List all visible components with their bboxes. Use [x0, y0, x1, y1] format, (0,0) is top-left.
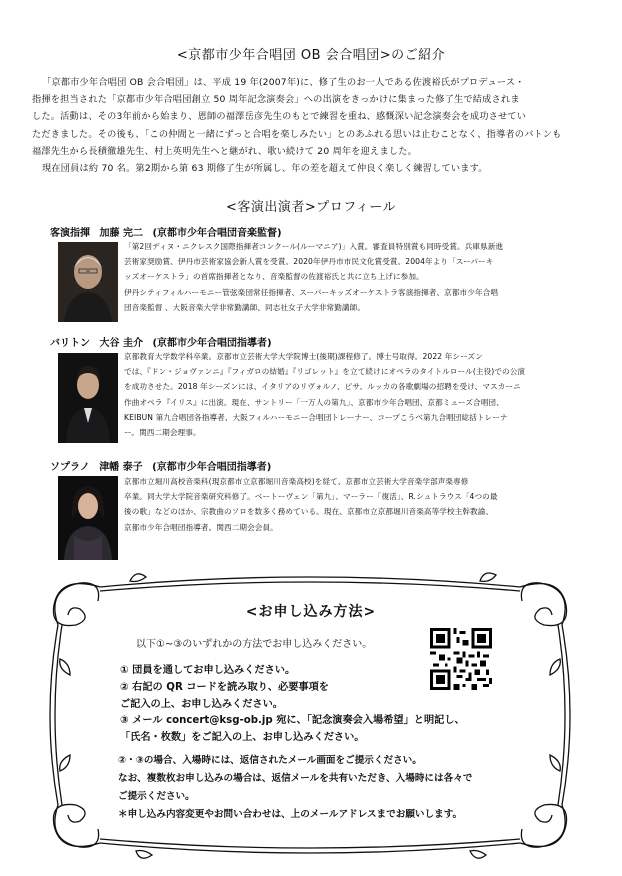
soprano-bio	[124, 474, 594, 535]
profile-name: 大谷 圭介	[99, 338, 143, 349]
profile-role: 客演指揮	[50, 228, 90, 239]
apply-steps	[120, 663, 520, 747]
apply-note: ご提示ください。	[118, 791, 195, 802]
bio-line: 京都市少年合唱団指導者。関西二期会会員。	[124, 522, 278, 532]
bio-line: ー。関西二期会理事。	[124, 428, 201, 438]
bio-line: 団音楽監督 、大阪音楽大学非常勤講師、同志社女子大学非常勤講師。	[124, 302, 366, 312]
apply-note: ②・③の場合、入場時には、返信されたメール画面をご提示ください。	[118, 755, 422, 766]
profile-affiliation: (京都市少年合唱団指導者)	[152, 462, 272, 473]
bio-line: ッズオーケストラ」の首席指揮者となり、音楽監督の佐渡裕氏と共に立ち上げに参加。	[124, 272, 424, 282]
profile-name: 津幡 泰子	[99, 462, 143, 473]
bio-line: 作曲オペラ『イリス』に出演。現在、サントリー「一万人の第九」、京都市少年合唱団、京都ミューズ合唱団、	[124, 397, 504, 407]
profile-role: ソプラノ	[50, 462, 90, 473]
bio-line: 「第2回ディヌ・ニクレスク国際指揮者コンクール(ルーマニア)」入賞。審査員特別賞も同時受賞。兵庫県新進	[124, 242, 504, 251]
apply-lead	[136, 637, 436, 654]
bio-line: KEIBUN 第九合唱団各指導者、大阪フィルハーモニー合唱団トレーナー、コープこうべ第九合唱団総括トレーナ	[124, 412, 508, 422]
apply-step: ご記入の上、お申し込みください。	[120, 698, 283, 710]
profile-role: バリトン	[50, 338, 90, 349]
baritone-bio	[124, 349, 594, 440]
intro-line: 指揮を担当された「京都市少年合唱団創立 50 周年記念演奏会」への出演をきっかけに集まった修了生で結成されま	[32, 94, 520, 106]
apply-notes	[118, 752, 538, 824]
profile-heading-soprano	[50, 458, 277, 473]
apply-title: <お申し込み方法>	[245, 604, 377, 620]
profile-affiliation: (京都市少年合唱団指導者)	[152, 338, 272, 349]
profile-heading-baritone	[50, 334, 278, 349]
bio-line: 京都教育大学数学科卒業。京都市立芸術大学大学院博士(後期)課程修了。博士号取得。2022 年シーズン	[124, 352, 483, 361]
bio-line: 京都市立堀川高校音楽科(現京都市立京都堀川音楽高校)を経て、京都市立芸術大学音楽学部声楽専修	[124, 477, 469, 486]
profiles-title: <客演出演者>プロフィール	[226, 200, 396, 215]
bio-line: 伊丹シティフィルハーモニー管弦楽団常任指揮者、スーパーキッズオーケストラ客演指揮者、京都市少年合唱	[124, 287, 499, 297]
bio-line: 後の歌」などのほか、宗教曲のソロを数多く務めている。現在、京都市立京都堀川音楽高等学校主幹教諭、	[124, 507, 494, 517]
apply-step: ② 右記の QR コードを読み取り、必要事項を	[120, 681, 329, 693]
profile-affiliation: (京都市少年合唱団音楽監督)	[152, 228, 282, 239]
conductor-photo	[58, 242, 118, 322]
profile-heading-conductor	[50, 224, 288, 239]
intro-line: 福澤先生から長積徹雄先生、村上英明先生へと継がれ、歌い続けて 20 周年を迎えました。	[32, 145, 417, 157]
intro-line: ただきました。その後も、「この仲間と一緒にずっと合唱を楽しみたい」とのあふれる思いは止むことなく、指導者のバトンも	[32, 128, 562, 140]
bio-line: を成功させた。2018 年シーズンには、イタリアのリヴォルノ、ピサ、ルッカの各歌劇場の招聘を受け、マスカーニ	[124, 382, 521, 392]
bio-line: 芸術家奨励賞、伊丹市芸術家協会新人賞を受賞。2020年伊丹市市民文化賞受賞。2004年より「スーパーキ	[124, 257, 494, 267]
baritone-photo	[58, 353, 118, 443]
apply-note: なお、複数枚お申し込みの場合は、返信メールを共有いただき、入場時には各々で	[118, 773, 473, 784]
apply-lead-text: 以下①~③のいずれかの方法でお申し込みください。	[136, 639, 373, 650]
apply-step-email[interactable]: ③ メール concert@ksg-ob.jp 宛に、「記念演奏会入場希望」と明記し、	[120, 715, 465, 727]
bio-line: では、『ドン・ジョヴァンニ』『フィガロの結婚』『リゴレット』を立て続けにオペラのタイトルロール(主役)での公演	[124, 367, 526, 377]
portrait-icon	[58, 353, 118, 443]
apply-step: 「氏名・枚数」をご記入の上、お申し込みください。	[120, 732, 365, 744]
portrait-icon	[58, 476, 118, 560]
intro-title: <京都市少年合唱団 OB 会合唱団>のご紹介	[176, 48, 446, 63]
profile-name: 加藤 完二	[99, 228, 143, 239]
intro-line: 現在団員は約 70 名。第2期から第 63 期修了生が所属し、年の差を超えて仲良く楽しく練習しています。	[42, 163, 488, 175]
apply-note: ＊申し込み内容変更やお問い合わせは、上のメールアドレスまでお願いします。	[118, 809, 463, 820]
bio-line: 卒業。同大学大学院音楽研究科修了。ベートーヴェン「第九」、マーラー「復活」、R.シュトラウス「4つの最	[124, 492, 498, 502]
portrait-icon	[58, 242, 118, 322]
intro-text	[32, 74, 594, 177]
soprano-photo	[58, 476, 118, 560]
apply-step: ① 団員を通してお申し込みください。	[120, 665, 296, 676]
intro-line: した。活動は、その3年前から始まり、恩師の福澤岳彦先生のもとで練習を重ね、感慨深い記念演奏会を成功させてい	[32, 111, 527, 123]
conductor-bio	[124, 239, 594, 315]
intro-line: 「京都市少年合唱団 OB 会合唱団」は、平成 19 年(2007年)に、修了生のお一人である佐渡裕氏がプロデュース・	[42, 77, 525, 88]
